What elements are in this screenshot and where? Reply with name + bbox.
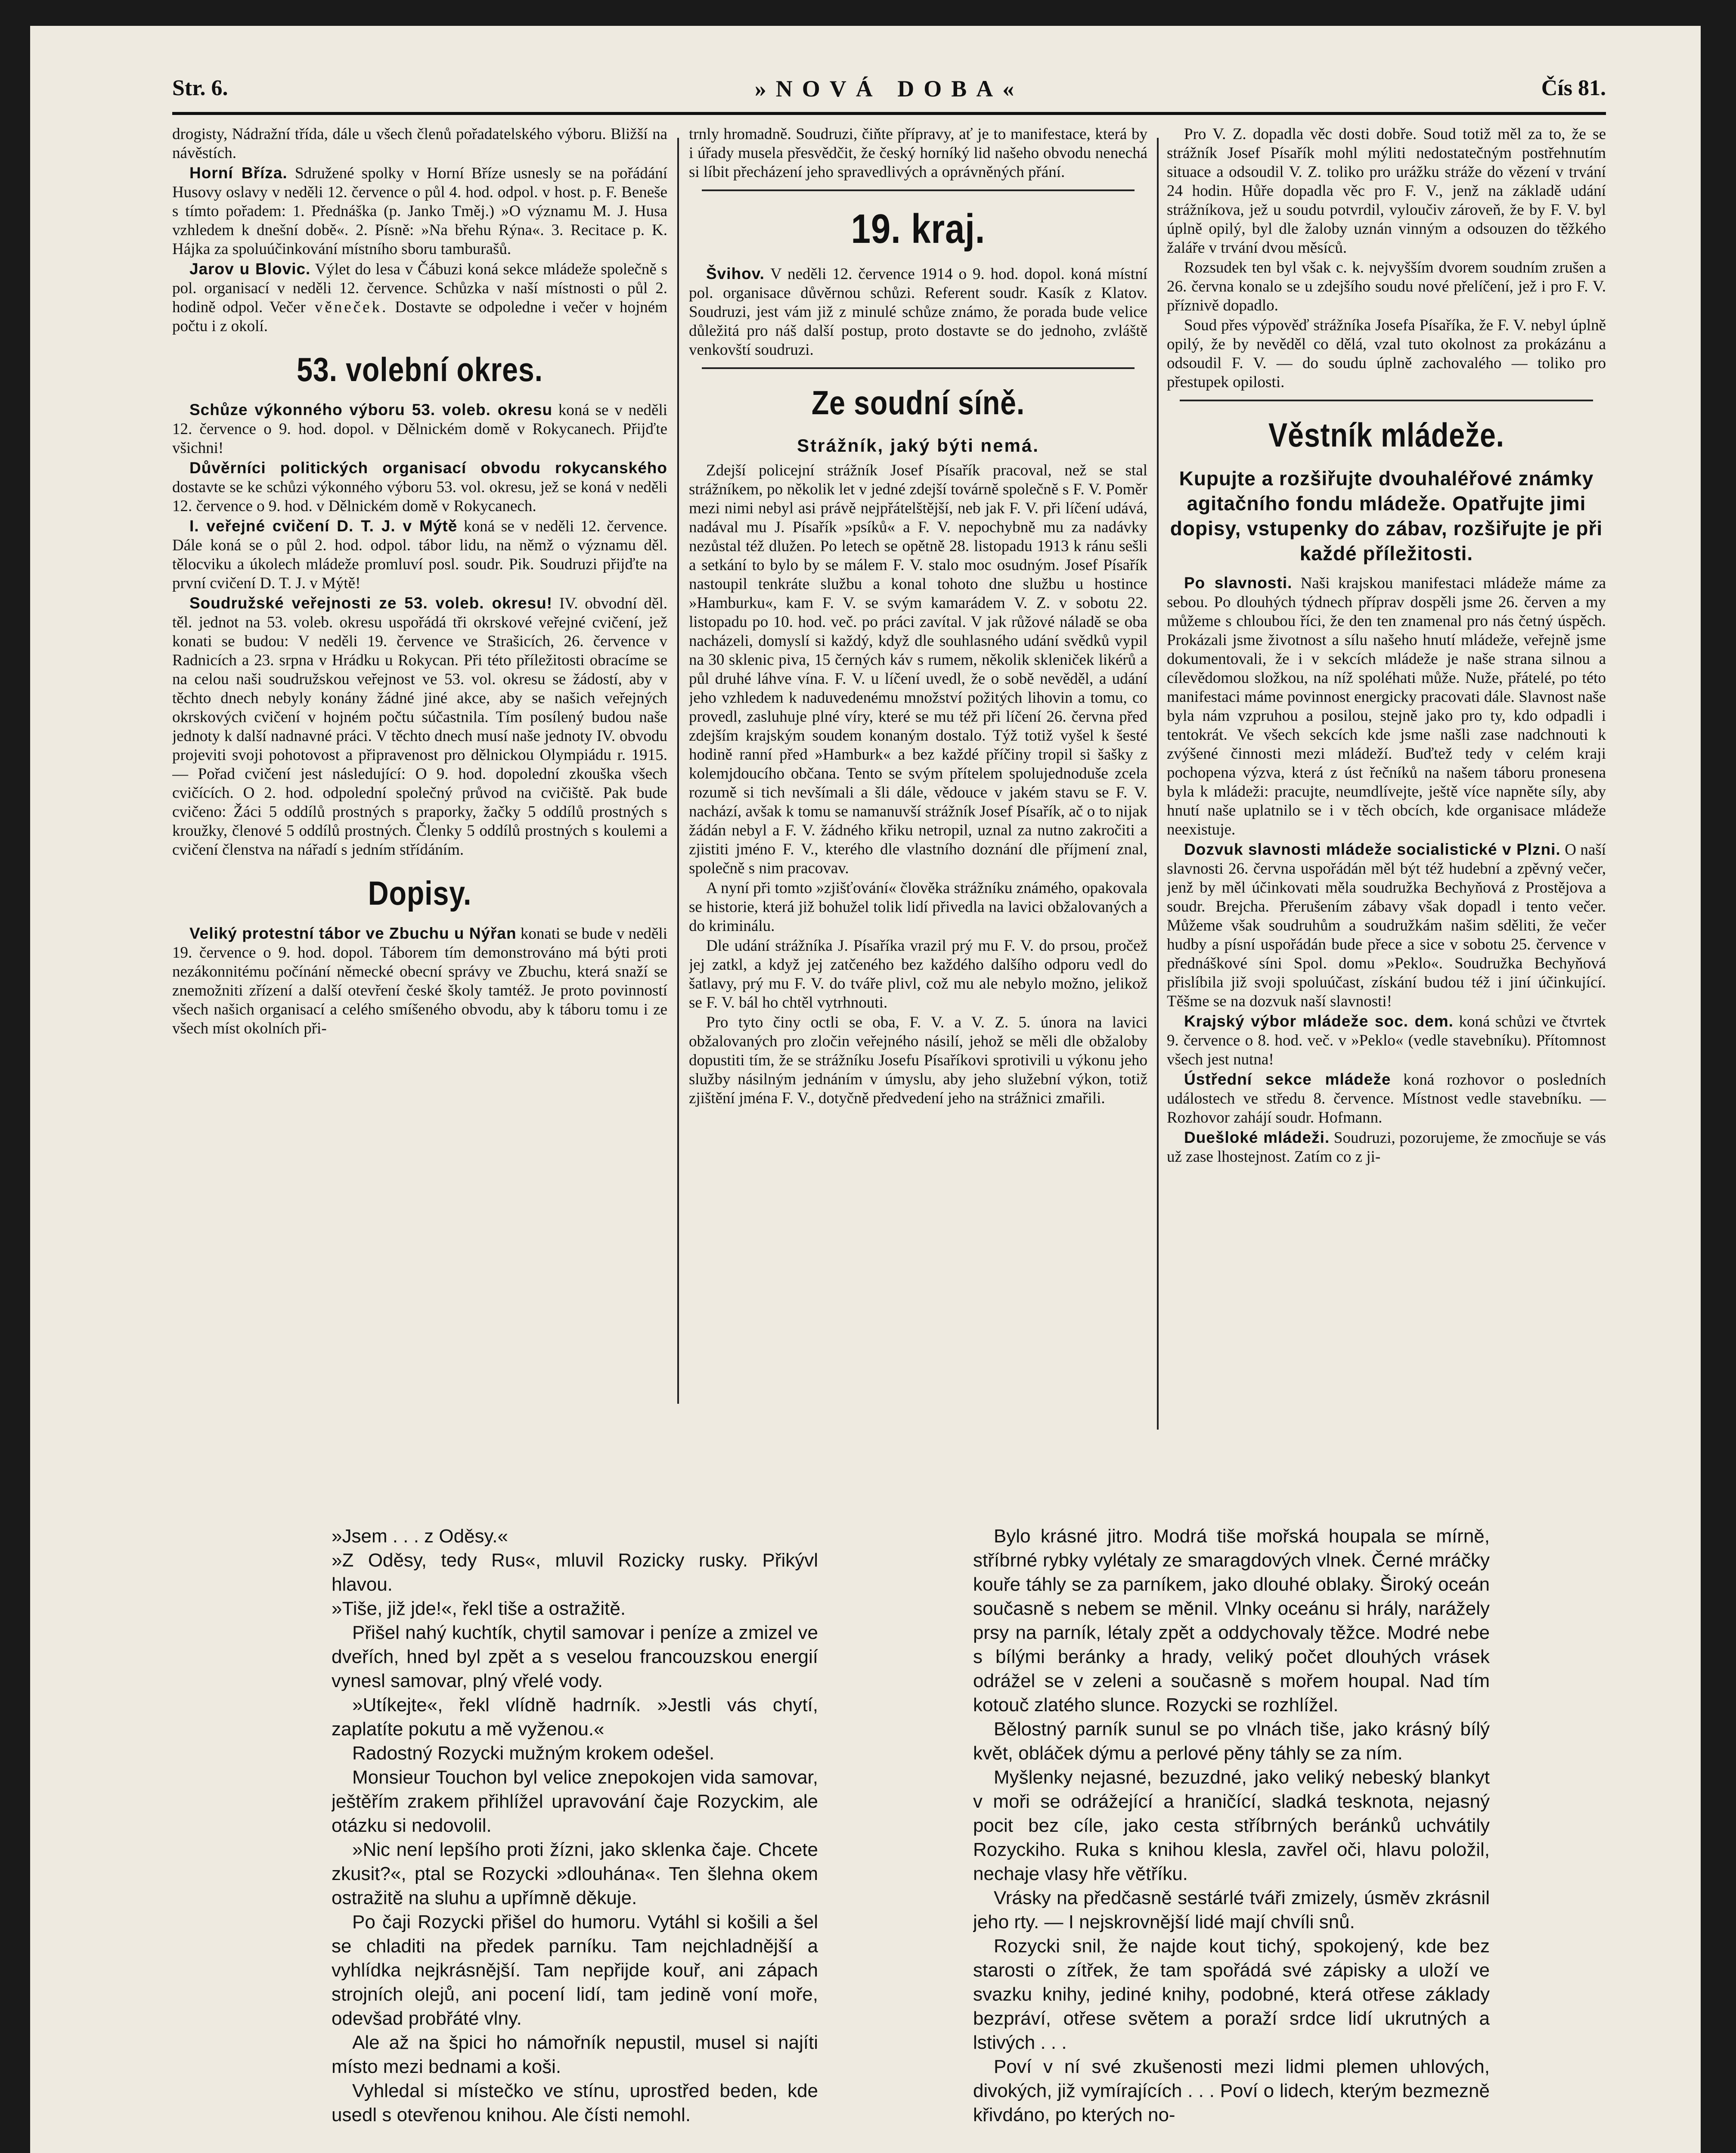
column-2 xyxy=(689,125,1147,1417)
notice-continued: trnly hromadně. Soudruzi, čiňte přípravy, ať je to manifestace, která by i úřady musela přesvědčit, že český horníký lid našeho obvodu nenechá si líbit přecházení jeho spravedlivých a oprávněných přání. xyxy=(689,125,1147,181)
notice-soudruzska xyxy=(172,594,667,859)
notice-text: Soudruzi, pozorujeme, že zmocňuje se vás už zase lhostejnost. Zatím co z ji- xyxy=(1167,1129,1606,1166)
notice-horni-briza xyxy=(172,164,667,259)
story-paragraph: »Utíkejte«, řekl vlídně hadrník. »Jestli vás chytí, zaplatíte pokutu a mě vyženou.« xyxy=(332,1694,818,1740)
notice-heading: Důvěrníci politických organisací obvodu rokycanského xyxy=(189,459,667,477)
story-paragraph: Přišel nahý kuchtík, chytil samovar i peníze a zmizel ve dveřích, hned byl zpět a s veselou francouzskou energií vynesl samovar, plný vřelé vody. xyxy=(332,1622,818,1691)
article-paragraph: Soud přes výpověď strážníka Josefa Písaříka, že F. V. nebyl úplně opilý, že by nevěděl co dělá, vzal tuto okolnost za prokázánu a odsoudil F. V. — do soudu úplně zachovalého — toliko pro přestupek opilosti. xyxy=(1167,316,1606,391)
notice-heading: Ústřední sekce mládeže xyxy=(1184,1070,1391,1088)
article-paragraph: Zdejší policejní strážník Josef Písařík pracoval, než se stal strážníkem, po několik let v jedné zdejší továrně společně s F. V. Poměr mezi nimi nebyl asi právě nejpřátelštější, neb jak F. V. při líčení udává, nadával mu J. Písařík »psíků« a F. V. nepochybně mu za nadávky nezůstal též dlužen. Po letech se opětně 28. listopadu 1913 k ránu sešli a setkání to bylo by se málem F. V. stalo moc osudným. Josef Písařík nastoupil tenkráte službu a konal tohoto dne službu u hostince »Hamburku«, kam F. V. se svým kamarádem V. Z. v sobotu 22. listopadu po 10. hod. več. po práci zavítal. V jak růžové náladě se oba nacházeli, domyslí si každý, když dle souhlasného udání svědků vypil na 30 sklenic piva, 15 černých káv s rumem, několik skleniček likérů a půl druhé láhve vína. F. V. u líčení uvedl, že o sobě nevěděl, a udání jeho vzhledem k naduvedenému množství požitých lihovin a tomu, co provedl, zasluhuje plné víry, které se mu též při líčení 26. června před zdejším krajským soudem konaným dostalo. Týž totiž vyšel k šesté hodině ranní před »Hamburk« a bez každé příčiny tropil si šašky z kolemjdoucího občana. Tento se svým přítelem spolujednoduše zcela rozumě si tich nevšímali a šli dále, vědouce v jakém stavu se F. V. nachází, avšak k tomu se namanuvší strážník Josef Písařík, ač o to nijak žádán nebyl a F. V. žádného křiku netropil, uznal za nutno zakročiti a zjistiti jméno F. V., kterého dle vlastního doznání dle příjmení znal, společně s nim pracovav. xyxy=(689,462,1147,877)
notice-ustredni xyxy=(1167,1070,1606,1127)
notice-heading: Po slavnosti. xyxy=(1184,574,1293,592)
masthead-title: »NOVÁ DOBA« xyxy=(754,76,1024,102)
notice-text: koná schůzi ve čtvrtek 9. července o 8. hod. več. v »Peklo« (vedle stavebníku). Přítomnost všech jest nutna! xyxy=(1167,1013,1606,1068)
story-left-column xyxy=(332,1524,818,2153)
notice-heading: I. veřejné cvičení D. T. J. v Mýtě xyxy=(189,517,458,535)
page-number-label: Str. 6. xyxy=(172,76,228,100)
notice-mladezi xyxy=(1167,1128,1606,1166)
section-heading-soud: Ze soudní síně. xyxy=(811,384,1025,422)
newspaper-page xyxy=(30,26,1701,2153)
notice-heading: Soudružské veřejnosti ze 53. voleb. okresu! xyxy=(189,594,553,612)
page-header xyxy=(172,67,1606,114)
notice-text: O naší slavnosti 26. června uspořádán měl být též hudební a zpěvný večer, jenž by měl účinkovati měla soudružka Bechyňová z Prostějova a soudr. Brejcha. Přerušením zábavy však dopadl i tento večer. Můžeme však soudruhům a soudružkám našim sděliti, že večer hudby a písní uspořádán bude přece a sice v sobotu 25. července v přednáškové síni Spol. domu »Peklo«. Soudružka Bechyňová přislíbila již svoji spoluúčast, získání budou též i jiní účinkující. Těšme se na dozvuk naší slavnosti! xyxy=(1167,841,1606,1010)
notice-text: Sdružené spolky v Horní Bříze usnesly se na pořádání Husovy oslavy v neděli 12. července o půl 4. hod. odpol. v host. p. F. Beneše s tímto pořadem: 1. Přednáška (p. Janko Tměj.) »O významu M. J. Husa vzhledem k dnešní době«. 2. Písně: »Na břehu Rýna«. 3. Recitace p. K. Hájka za spoluúčinkování místního sboru tamburašů. xyxy=(172,164,667,258)
story-paragraph: Bylo krásné jitro. Modrá tiše mořská houpala se mírně, stříbrné rybky vylétaly ze smaragdových vlnek. Černé mráčky kouře táhly se za parníkem, jako dlouhé oblaky. Široký oceán současně s nebem se měnil. Vlnky oceánu si hrály, narážely prsy na parník, létaly zpět a oddychovaly těžce. Modré nebe s bílými beránky a hrady, veliký počet dlouhých vrásek odrážel se v zeleni a současně s mořem houpal. Nad tím kotouč zlatého slunce. Rozycki se rozhlížel. xyxy=(973,1526,1490,1716)
article-paragraph: Rozsudek ten byl však c. k. nejvyšším dvorem soudním zrušen a 26. června konalo se u zdejšího soudu nové přelíčení, jež i pro F. V. příznivě dopadlo. xyxy=(1167,259,1606,314)
story-paragraph: Radostný Rozycki mužným krokem odešel. xyxy=(352,1743,715,1764)
notice-text: dostavte se ke schůzi výkonného výboru 53. vol. okresu, jež se koná v neděli 12. července o 9. hod. v Dělnickém domě v Rokycanech. xyxy=(172,478,667,515)
notice-cviceni xyxy=(172,517,667,593)
notice-heading: Dozvuk slavnosti mládeže socialistické v Plzni. xyxy=(1184,841,1561,858)
story-paragraph: Ale až na špici ho námořník nepustil, musel si najíti místo mezi bednami a koši. xyxy=(332,2032,818,2077)
story-paragraph: »Jsem . . . z Oděsy.« xyxy=(332,1526,508,1547)
notice-text: V neděli 12. července 1914 o 9. hod. dopol. koná místní pol. organisace důvěrnou schůzi. Referent soudr. Kasík z Klatov. Soudruzi, jest vám již z minulé schůze známo, že porada bude velice důležitá pro náš další postup, proto dostavte se do jednoho, zvláště venkovští soudruzi. xyxy=(689,265,1147,359)
notice-dozvuk xyxy=(1167,840,1606,1011)
section-heading-vestnik: Věstník mládeže. xyxy=(1268,416,1504,454)
story-paragraph: »Nic není lepšího proti žízni, jako sklenka čaje. Chcete zkusit?«, ptal se Rozycki »dlouhána«. Ten šlehna okem ostražitě na sluhu a upřímně děkuje. xyxy=(332,1839,818,1908)
notice-text: Dostavte se odpoledne i večer v hojném počtu i z okolí. xyxy=(172,298,667,335)
notice-text-spaced: věneček. xyxy=(305,298,388,316)
issue-number: Čís 81. xyxy=(1541,76,1606,100)
notice-krajsky xyxy=(1167,1012,1606,1069)
notice-svihov xyxy=(689,264,1147,360)
notice-text: koná rozhovor o posledních událostech ve středu 8. července. Místnost vedle stavebníku. — Rozhovor zahájí soudr. Hofmann. xyxy=(1167,1071,1606,1126)
story-paragraph: »Z Oděsy, tedy Rus«, mluvil Rozicky rusky. Přikývl hlavou. xyxy=(332,1550,818,1595)
story-paragraph: Myšlenky nejasné, bezuzdné, jako veliký nebeský blankyt v moři se odrážející a hraničící, sladká tesknota, nejasný pocit bez cíle, jako cesta stříbrných beránků uchvátily Rozyckiho. Ruka s knihou klesla, zavřel oči, hlavu položil, nechaje vlasy hře větříku. xyxy=(973,1767,1490,1884)
article-paragraph: Pro tyto činy octli se oba, F. V. a V. Z. 5. února na lavici obžalovaných pro zločin veřejného násilí, jehož se měli dle obžaloby dopustiti tím, že se strážníku Josefu Písaříkovi sprotivili u výkonu jeho služby násilným jednáním v úmyslu, aby jeho služební výkon, totiž zjištění jména F. V., dotyčně předvedení jeho na strážnici zmařili. xyxy=(689,1014,1147,1107)
column-3 xyxy=(1167,125,1606,1443)
story-paragraph: Monsieur Touchon byl velice znepokojen vida samovar, ještěřím zrakem přihlížel upravování čaje Rozyckim, ale otázku si nedovolil. xyxy=(332,1767,818,1836)
notice-tabor xyxy=(172,924,667,1038)
notice-text: koná se v neděli 12. července. Dále koná se o půl 2. hod. odpol. tábor lidu, na němž o významu děl. tělocviku a úkolech mládeže promluví posl. soudr. Pik. Soudruzi přijďte na první cvičení D. T. J. v Mýtě! xyxy=(172,518,667,592)
notice-heading: Duešloké mládeži. xyxy=(1184,1129,1330,1146)
article-paragraph: Pro V. Z. dopadla věc dosti dobře. Soud totiž měl za to, že se strážník Josef Písařík mohl mýliti nedostatečným postřehnutím situace a odsoudil V. Z. toliko pro urážku stráže do vězení v trvání 24 hodin. Hůře dopadla věc pro F. V., jenž na základě udání strážníkova, jež u soudu potvrdil, vyloučiv zároveň, že by F. V. byl úplně opilý, byl dle žaloby uznán vinným a odsouzen do těžkého žaláře v trvání dvou měsíců. xyxy=(1167,125,1606,257)
story-paragraph: Vrásky na předčasně sestárlé tváři zmizely, úsměv zkrásnil jeho rty. — I nejskrovnější lidé mají chvíli snů. xyxy=(973,1887,1490,1933)
section-heading-dopisy: Dopisy. xyxy=(368,874,472,912)
header-rule xyxy=(172,112,1606,115)
notice-jarov xyxy=(172,260,667,336)
notice-drogisty: drogisty, Nádražní třída, dále u všech členů pořadatelského výboru. Bližší na návěstích. xyxy=(172,125,667,162)
notice-text: Naši krajskou manifestaci mládeže máme za sebou. Po dlouhých týdnech příprav dospěli jsme 26. červen a my můžeme s chloubou říci, že den ten znamenal pro nás četný úspěch. Prokázali jsme životnost a sílu našeho hnutí mládeže, veřejně jsme dokumentovali, že i v sekcích mládeže je naše strana silnou a cílevědomou složkou, na níž spoléhati může. Nuže, přátelé, po této manifestaci máme povinnost energicky pracovati dále. Slavnost naše byla nám vzpruhou a posilou, stejně jako pro ty, kdo odpadli i tentokrát. Ve všech sekcích kde jsme našli zase nadchnouti k zvýšené činnosti mezi mládeží. Buďtež tedy v celém kraji pochopena výzva, která z úst řečníků na našem táboru pronesena byla k mládeži: pracujte, neumdlívejte, ještě více napněte síly, aby hnutí naše uplatnilo se i v těch obcích, kde organisace mládeže neexistuje. xyxy=(1167,574,1606,838)
section-heading-19: 19. kraj. xyxy=(851,206,986,252)
notice-text: IV. obvodní děl. těl. jednot na 53. voleb. okresu uspořádá tři okrskové veřejné cvičení, jež konati se budou: V neděli 19. července ve Strašicích, 26. července v Radnicích a 23. srpna v Hrádku u Rokycan. Při této příležitosti obracíme se na celou naši soudružskou veřejnost ve 53. vol. okresu se žádostí, aby v těchto dnech nebyly konány žádné jiné akce, aby se našich veřejných okrskových cvičení v hojném počtu súčastnila. Tím posílený budou naše jednoty k další nadnavné práci. V těchto dnech musí naše jednoty IV. obvodu projeviti svoji pohotovost a připravenost pro dělnickou Olympiádu r. 1915. — Pořad cvičení jest následující: O 9. hod. dopolední zkouška všech cvičících. O 2. hod. odpolední společný průvod na cvičiště. Pak bude cvičeno: Žáci 5 oddílů prostných s praporky, žačky 5 oddílů prostných s kroužky, členové 5 oddílů prostných. Členky 5 oddílů prostných s koulemi a cvičení členstva na nářadí s jedním střídáním. xyxy=(172,595,667,859)
column-divider xyxy=(677,138,679,1404)
notice-heading: Veliký protestní tábor ve Zbuchu u Nýřan xyxy=(189,924,517,942)
section-rule xyxy=(1180,400,1593,401)
notice-heading: Schůze výkonného výboru 53. voleb. okresu xyxy=(189,401,553,419)
youth-appeal: Kupujte a rozšiřujte dvouhaléřové známky agitačního fondu mládeže. Opatřujte jimi dopisy, vstupenky do zábav, rozšiřujte je při každé příležitosti. xyxy=(1170,467,1603,565)
article-subheading: Strážník, jaký býti nemá. xyxy=(797,435,1039,456)
column-divider xyxy=(1157,138,1159,1430)
story-paragraph: Rozycki snil, že najde kout tichý, spokojený, kde bez starosti o zítřek, že tam spořádá své zápisky a uloží ve svazku knihy, jediné knihy, podobné, která otřese základy bezpráví, otřese světem a poraží srdce lidí ukrutných a lstivých . . . xyxy=(973,1936,1490,2053)
notice-heading: Švihov. xyxy=(706,265,765,282)
article-paragraph: Dle udání strážníka J. Písaříka vrazil prý mu F. V. do prsou, pročež jej zatkl, a když jej zatčeného bez každého dalšího odporu vedl do šatlavy, prý mu F. V. do tváře plivl, což mu ale nebylo možno, jelikož se F. V. bál ho chtěl vytrhnouti. xyxy=(689,937,1147,1011)
notice-text: koná se v neděli 12. července o 9. hod. dopol. v Dělnickém domě v Rokycanech. Přijďte všichni! xyxy=(172,401,667,457)
column-1 xyxy=(172,125,667,1455)
story-paragraph: Poví v ní své zkušenosti mezi lidmi plemen uhlových, divokých, již vymírajících . . . Poví o lidech, kterým bezmezně křivdáno, po kterých no- xyxy=(973,2056,1490,2125)
notice-text: Výlet do lesa v Čábuzi koná sekce mládeže společně s pol. organisací v neděli 12. července. Schůzka v naší místnosti o půl 2. hodině odpol. Večer xyxy=(172,261,667,316)
story-paragraph: Bělostný parník sunul se po vlnách tiše, jako krásný bílý květ, obláček dýmu a perlové pěny táhly se za ním. xyxy=(973,1719,1490,1764)
article-paragraph: A nyní při tomto »zjišťování« člověka strážníku známého, opakovala se historie, která již bohužel tolik lidí přivedla na lavici obžalovaných a do kriminálu. xyxy=(689,879,1147,935)
story-right-column xyxy=(973,1524,1490,2153)
notice-slavnost xyxy=(1167,574,1606,839)
story-paragraph: Vyhledal si místečko ve stínu, uprostřed beden, kde usedl s otevřenou knihou. Ale čísti nemohl. xyxy=(332,2080,818,2125)
notice-text: konati se bude v neděli 19. července o 9. hod. dopol. Táborem tím demonstrováno má býti proti nezákonnitému počínání německé obecní správy ve Zbuchu, která snaží se znemožniti zřízení a další otevření české školy tamtéž. Je proto povinností všech našich organisací a celého smíšeného obvodu, aby k táboru tomu i ze všech míst okolních při- xyxy=(172,925,667,1037)
section-rule xyxy=(702,367,1135,369)
notice-heading: Jarov u Blovic. xyxy=(189,260,311,278)
section-heading-53: 53. volební okres. xyxy=(297,351,543,388)
story-paragraph: »Tiše, již jde!«, řekl tiše a ostražitě. xyxy=(332,1598,626,1619)
notice-schuze xyxy=(172,400,667,458)
story-paragraph: Po čaji Rozycki přišel do humoru. Vytáhl si košili a šel se chladiti na předek parníku. Tam nejchladnější a vyhlídka nejkrásnější. Tam nepřijde kouř, ani zápach strojních olejů, ani pocení lidí, tam jedině voní moře, odevšad probřáté vlny. xyxy=(332,1911,818,2029)
notice-heading: Krajský výbor mládeže soc. dem. xyxy=(1184,1012,1454,1030)
section-rule xyxy=(702,189,1135,191)
notice-heading: Horní Bříza. xyxy=(189,164,288,182)
notice-duvernici xyxy=(172,459,667,516)
